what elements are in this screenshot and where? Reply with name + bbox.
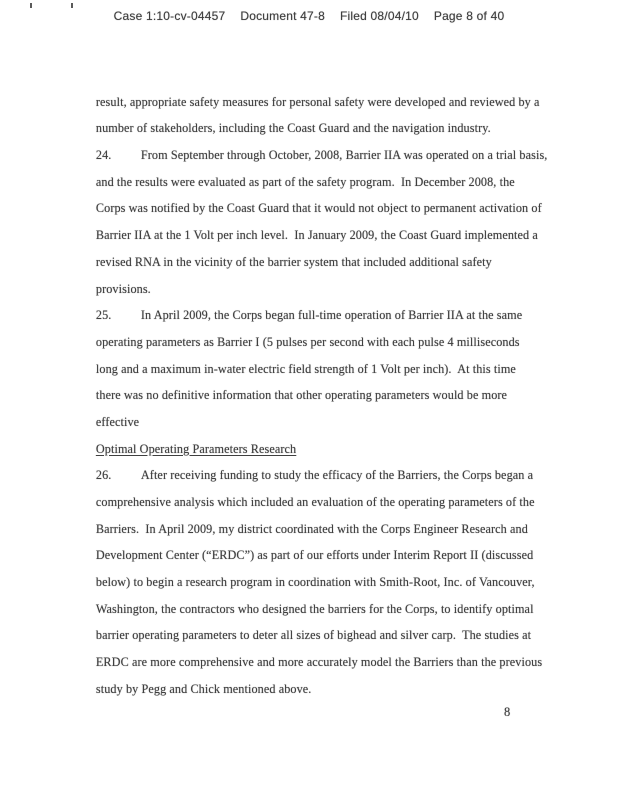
text-line-content: there was no definitive information that other operating parameters would be more: [95, 388, 508, 403]
text-line-content: and the results were evaluated as part of the safety program. In December 2008, the: [95, 174, 515, 189]
text-line-content: study by Pegg and Chick mentioned above.: [95, 681, 312, 696]
text-line-content: revised RNA in the vicinity of the barrier system that included additional safety: [95, 254, 492, 269]
paragraph-number: 25.: [95, 308, 112, 323]
text-line-content: barrier operating parameters to deter all sizes of bighead and silver carp. The studies at: [95, 628, 532, 643]
text-line-content: comprehensive analysis which included an evaluation of the operating parameters of the: [95, 495, 535, 510]
filed-date: Filed 08/04/10: [340, 9, 419, 23]
text-line-content: provisions.: [95, 281, 151, 296]
document-body: [77, 62, 555, 696]
scan-artifact: [30, 3, 32, 8]
text-line-content: In April 2009, the Corps began full-time operation of Barrier IIA at the same: [140, 308, 523, 323]
text-line-content: operating parameters as Barrier I (5 pulses per second with each pulse 4 milliseconds: [95, 334, 520, 349]
case-caption-header: [0, 9, 618, 23]
text-line-content: Development Center (“ERDC”) as part of our efforts under Interim Report II (discussed: [95, 548, 534, 563]
document-number: Document 47-8: [240, 9, 325, 23]
text-line-content: number of stakeholders, including the Coast Guard and the navigation industry.: [95, 121, 491, 136]
paragraph-number: 26.: [95, 468, 112, 483]
text-line-content: Washington, the contractors who designed the barriers for the Corps, to identify optimal: [95, 601, 534, 616]
text-line-content: Barrier IIA at the 1 Volt per inch level. In January 2009, the Coast Guard implemented a: [95, 228, 538, 243]
text-line: [77, 409, 555, 456]
text-line-content: long and a maximum in-water electric field strength of 1 Volt per inch). At this time: [95, 361, 516, 376]
page-of-pages: Page 8 of 40: [433, 9, 505, 23]
text-line-content: result, appropriate safety measures for personal safety were developed and reviewed by a: [95, 94, 540, 109]
text-line: [77, 62, 555, 109]
text-line-content: Barriers. In April 2009, my district coordinated with the Corps Engineer Research and: [95, 521, 528, 536]
paragraph-number: 24.: [95, 148, 112, 163]
text-line-content: ERDC are more comprehensive and more accurately model the Barriers than the previous: [95, 655, 543, 670]
text-line-content: below) to begin a research program in coordination with Smith-Root, Inc. of Vancouver,: [95, 575, 535, 590]
text-line-content: From September through October, 2008, Barrier IIA was operated on a trial basis,: [140, 148, 548, 163]
text-line-content: Corps was notified by the Coast Guard that it would not object to permanent activation of: [95, 201, 542, 216]
case-number: Case 1:10-cv-04457: [113, 9, 226, 23]
text-line-content: After receiving funding to study the efficacy of the Barriers, the Corps began a: [140, 468, 534, 483]
page-number: 8: [504, 705, 511, 719]
text-line-content: Optimal Operating Parameters Research: [95, 441, 297, 456]
scan-artifact: [71, 3, 73, 8]
text-line-content: effective: [95, 414, 140, 429]
